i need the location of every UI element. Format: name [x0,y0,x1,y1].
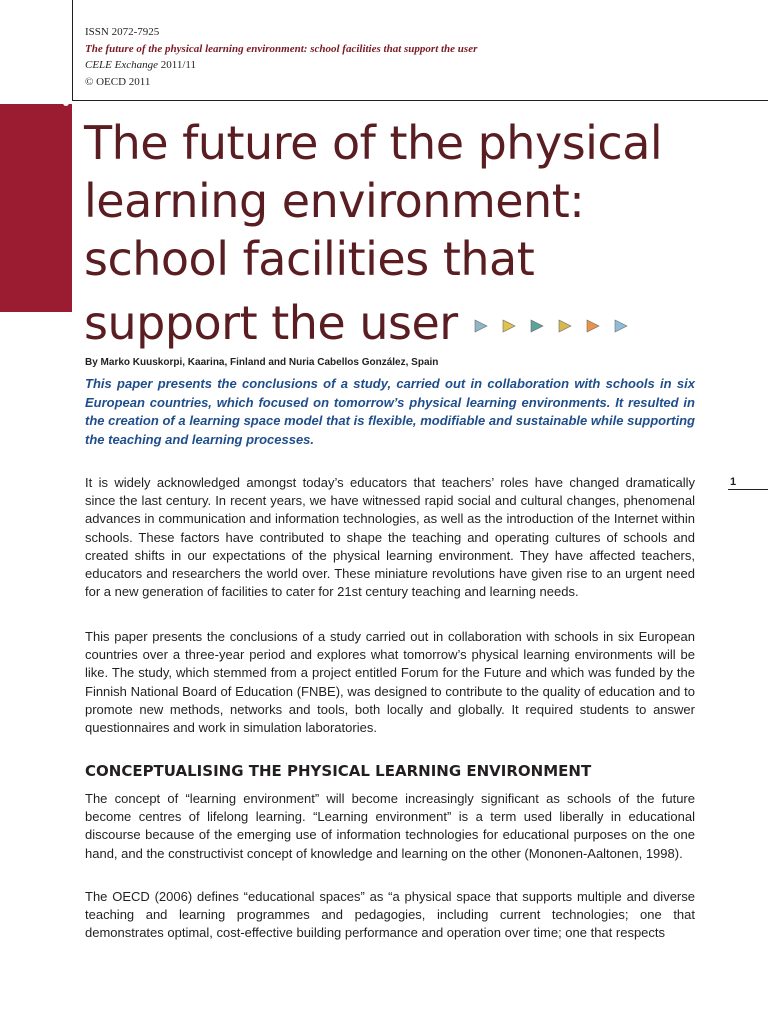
running-title: The future of the physical learning environment: school facilities that support the user [85,42,478,55]
title-line-1: The future of the physical [84,116,663,170]
header-horizontal-rule [72,100,768,101]
title-line-4-wrap [84,288,744,352]
author-byline: By Marko Kuuskorpi, Kaarina, Finland and Nuria Cabellos González, Spain [85,357,439,368]
title-line-4: support the user [84,296,458,350]
arrow-triangle-icon [614,319,628,333]
body-paragraph-1: It is widely acknowledged amongst today’s educators that teachers’ roles have changed dramatically since the last century. In recent years, we have witnessed rapid social and cultural changes, phenomenal advances in communication and information technologies, as well as the introduction of the Internet within schools. These factors have contributed to shape the teaching and operating cultures of schools and created shifts in our expectations of the physical learning environment. They have affected teachers, educators and researchers the world over. These miniature revolutions have given rise to an urgent need for a new generation of facilities to cater for 21st century teaching and learning needs. [85,475,695,600]
section-heading: CONCEPTUALISING THE PHYSICAL LEARNING ENVIRONMENT [85,762,592,780]
page-number-rule [728,489,768,490]
red-accent-block [0,104,72,312]
journal-issue: 2011/11 [158,59,197,71]
arrow-triangle-icon [502,319,516,333]
article-title [84,114,744,352]
corner-dot [63,100,69,106]
body-paragraph-4: The OECD (2006) defines “educational spaces” as “a physical space that supports multiple and diverse teaching and learning programmes and pedagogies, including current technologies; one that demonstrates optimal, cost-effective building performance and operation over time; one that respects [85,889,695,941]
page-number: 1 [730,476,737,488]
header-vertical-rule [72,0,73,100]
body-paragraph-3: The concept of “learning environment” will become increasingly significant as schools of the future become centres of lifelong learning. “Learning environment” is a term used liberally in educational discourse because of the emerging use of information technologies for educational purposes on the one hand, and the constructivist concept of knowledge and learning on the other (Mononen-Aaltonen, 1998). [85,791,695,861]
journal-line [85,57,477,74]
issn: ISSN 2072-7925 [85,26,160,38]
arrow-triangle-icon [586,319,600,333]
arrow-triangle-icon [558,319,572,333]
abstract: This paper presents the conclusions of a study, carried out in collaboration with schools in six European countries, which focused on tomorrow’s physical learning environments. It resulted in the creation of a learning space model that is flexible, modifiable and sustainable while supporting the teaching and learning processes. [85,376,695,447]
title-line-2: learning environment: [84,174,585,228]
body-paragraph-2: This paper presents the conclusions of a study carried out in collaboration with schools in six European countries over a three-year period and explores what tomorrow’s physical learning environments will be like. The study, which stemmed from a project entitled Forum for the Future and which was funded by the Finnish National Board of Education (FNBE), was designed to contribute to the quality of education and to promote new methods, networks and tools, both locally and globally. It required students to answer questionnaires and work in simulation laboratories. [85,629,695,736]
arrow-triangle-icon [530,319,544,333]
decorative-arrows [474,288,642,346]
journal-name: CELE Exchange [85,59,159,71]
arrow-triangle-icon [474,319,488,333]
copyright: © OECD 2011 [85,75,151,88]
publication-header [85,24,477,90]
title-line-3: school facilities that [84,232,535,286]
